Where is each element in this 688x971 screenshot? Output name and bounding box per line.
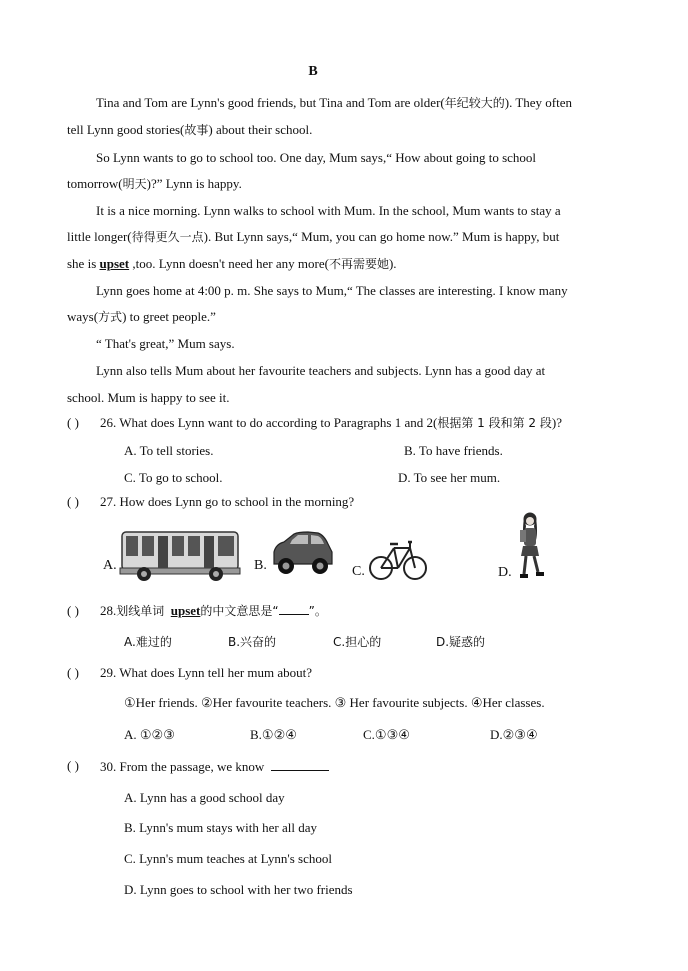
- q29-stem: 29. What does Lynn tell her mum about?: [100, 665, 313, 680]
- passage-p2-line1: So Lynn wants to go to school too. One day, Mum says,“ How about going to school: [96, 150, 537, 165]
- q29-option-c[interactable]: C.①③④: [363, 727, 410, 742]
- text-cn: 待得更久一点: [131, 230, 204, 244]
- q27-stem: 27. How does Lynn go to school in the morning?: [100, 494, 355, 509]
- text: 30. From the passage, we know: [100, 759, 265, 774]
- q28-option-c[interactable]: C.担心的: [333, 635, 382, 649]
- q30-option-b[interactable]: B. Lynn's mum stays with her all day: [124, 820, 317, 835]
- q26-option-a[interactable]: A. To tell stories.: [124, 443, 214, 458]
- passage-p6-line2: school. Mum is happy to see it.: [67, 390, 230, 405]
- passage-p4-line2: [67, 309, 216, 325]
- text: ).: [388, 256, 397, 271]
- q26-option-c[interactable]: C. To go to school.: [124, 470, 223, 485]
- passage-p3-line2: [67, 229, 559, 245]
- walking-girl-icon[interactable]: [514, 510, 546, 584]
- text-cn: ”。: [308, 604, 327, 618]
- q26-option-d[interactable]: D. To see her mum.: [398, 470, 501, 485]
- q28-answer-paren[interactable]: ( ): [67, 603, 79, 618]
- text: ) about their school.: [208, 122, 313, 137]
- passage-p5: “ That's great,” Mum says.: [96, 336, 235, 351]
- text: she is: [67, 256, 100, 271]
- q30-stem: [100, 758, 329, 775]
- q30-option-c[interactable]: C. Lynn's mum teaches at Lynn's school: [124, 851, 332, 866]
- q29-items: ①Her friends. ②Her favourite teachers. ③ Her favourite subjects. ④Her classes.: [124, 695, 545, 710]
- q30-answer-paren[interactable]: ( ): [67, 758, 79, 773]
- q28-option-a[interactable]: A.难过的: [124, 635, 172, 649]
- text: ). They often: [504, 95, 573, 110]
- section-title: B: [308, 64, 318, 79]
- q28-option-d[interactable]: D.疑惑的: [436, 635, 486, 649]
- underlined-word-upset: upset: [170, 603, 201, 618]
- text: 26. What does Lynn want to do according to Paragraphs 1 and 2(: [100, 415, 438, 430]
- text-cn: 不再需要她: [328, 257, 389, 271]
- text-cn: 根据第 1 段和第 2 段: [437, 416, 552, 430]
- text: little longer(: [67, 229, 132, 244]
- bus-icon[interactable]: [118, 528, 242, 582]
- q28-stem: [100, 603, 327, 619]
- passage-p1-line1: [96, 95, 572, 111]
- q27-answer-paren[interactable]: ( ): [67, 494, 79, 509]
- text: ) to greet people.”: [122, 309, 216, 324]
- passage-p2-line2: [67, 176, 242, 192]
- text: ,too. Lynn doesn't need her any more(: [129, 256, 329, 271]
- q27-option-d-label[interactable]: D.: [498, 565, 512, 580]
- text-cn: 的中文意思是“: [200, 604, 279, 618]
- text: ). But Lynn says,“ Mum, you can go home now.” Mum is happy, but: [203, 229, 560, 244]
- answer-blank[interactable]: [271, 758, 329, 771]
- q29-option-d[interactable]: D.②③④: [490, 727, 538, 742]
- text: tell Lynn good stories(: [67, 122, 185, 137]
- q30-option-d[interactable]: D. Lynn goes to school with her two friends: [124, 882, 353, 897]
- text-cn: 故事: [184, 123, 209, 137]
- car-icon[interactable]: [268, 530, 336, 578]
- q27-option-b-label[interactable]: B.: [254, 558, 267, 573]
- text: 28.: [100, 603, 117, 618]
- answer-blank[interactable]: [279, 603, 309, 615]
- text: ways(: [67, 309, 99, 324]
- text: )?” Lynn is happy.: [146, 176, 242, 191]
- text: Tina and Tom are Lynn's good friends, but Tina and Tom are older(: [96, 95, 445, 110]
- q27-option-a-label[interactable]: A.: [103, 558, 117, 573]
- text-cn: 年纪较大的: [444, 96, 505, 110]
- q28-option-b[interactable]: B.兴奋的: [228, 635, 277, 649]
- underlined-word-upset: upset: [99, 256, 130, 271]
- q26-answer-paren[interactable]: ( ): [67, 415, 79, 430]
- q26-stem: [100, 415, 562, 431]
- bicycle-icon[interactable]: [368, 534, 428, 582]
- passage-p3-line1: It is a nice morning. Lynn walks to school with Mum. In the school, Mum wants to stay a: [96, 203, 561, 218]
- text-cn: 划线单词: [116, 604, 165, 618]
- passage-p1-line2: [67, 122, 312, 138]
- q27-option-c-label[interactable]: C.: [352, 564, 365, 579]
- q29-option-b[interactable]: B.①②④: [250, 727, 297, 742]
- passage-p6-line1: Lynn also tells Mum about her favourite teachers and subjects. Lynn has a good day at: [96, 363, 546, 378]
- q29-option-a[interactable]: A. ①②③: [124, 727, 175, 742]
- text-cn: 明天: [122, 177, 147, 191]
- q29-answer-paren[interactable]: ( ): [67, 665, 79, 680]
- text: )?: [551, 415, 562, 430]
- passage-p4-line1: Lynn goes home at 4:00 p. m. She says to Mum,“ The classes are interesting. I know many: [96, 283, 568, 298]
- q26-option-b[interactable]: B. To have friends.: [404, 443, 503, 458]
- text: tomorrow(: [67, 176, 123, 191]
- text-cn: 方式: [98, 310, 123, 324]
- passage-p3-line3: [67, 256, 397, 272]
- q30-option-a[interactable]: A. Lynn has a good school day: [124, 790, 285, 805]
